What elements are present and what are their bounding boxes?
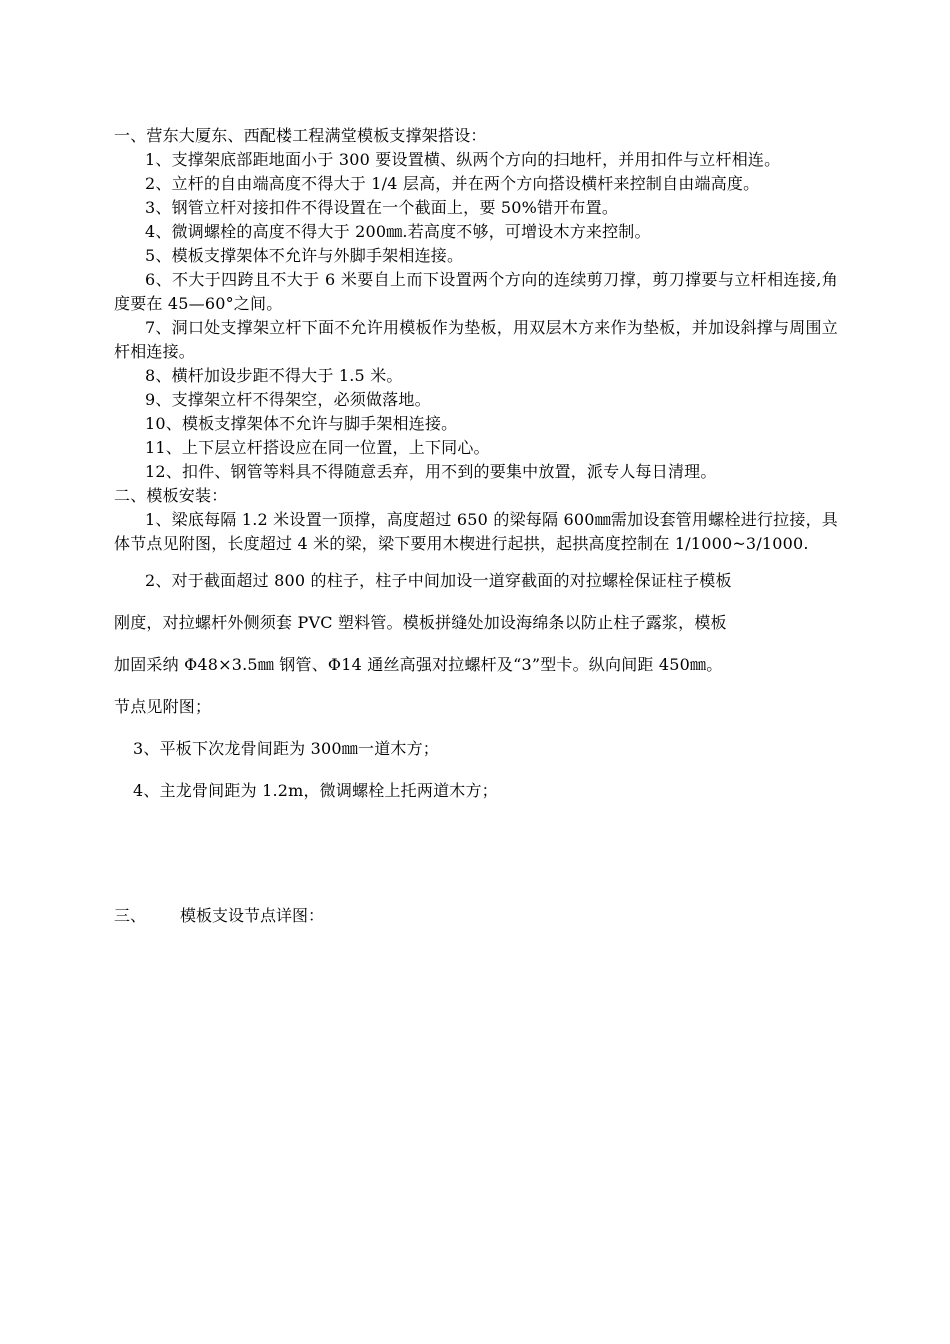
- section-1-item-12: 12、扣件、钢管等料具不得随意丢弃，用不到的要集中放置，派专人每日清理。: [145, 462, 717, 481]
- section-3-heading: 模板支设节点详图：: [180, 906, 325, 925]
- section-2-heading: 二、模板安装：: [114, 486, 228, 505]
- document-page: [114, 124, 838, 928]
- section-3-number: 三、: [114, 906, 147, 925]
- section-2-item-1: 1、梁底每隔 1.2 米设置一顶撑，高度超过 650 的梁每隔 600㎜需加设套管用螺栓进行拉接，具体节点见附图，长度超过 4 米的梁，梁下要用木楔进行起拱，起拱高度控制在 1/1000~3/1000.: [114, 510, 838, 553]
- section-1-item-5: 5、模板支撑架体不允许与外脚手架相连接。: [145, 246, 464, 265]
- spacer: [114, 812, 838, 904]
- section-1-item-8: 8、横杆加设步距不得大于 1.5 米。: [145, 366, 403, 385]
- section-1-item-2: 2、立杆的自由端高度不得大于 1/4 层高，并在两个方向搭设横杆来控制自由端高度。: [145, 174, 760, 193]
- section-1-item-6: 6、不大于四跨且不大于 6 米要自上而下设置两个方向的连续剪刀撑，剪刀撑要与立杆相连接,角度要在 45—60°之间。: [114, 270, 838, 313]
- section-1-item-1: 1、支撑架底部距地面小于 300 要设置横、纵两个方向的扫地杆，并用扣件与立杆相连。: [145, 150, 781, 169]
- section-1-item-4: 4、微调螺栓的高度不得大于 200㎜.若高度不够，可增设木方来控制。: [145, 222, 651, 241]
- section-2-item-2-line-1: 2、对于截面超过 800 的柱子，柱子中间加设一道穿截面的对拉螺栓保证柱子模板: [145, 571, 732, 590]
- section-2-item-2: [114, 560, 838, 728]
- section-2-item-2-line-4: 节点见附图；: [114, 697, 212, 716]
- section-1-item-9: 9、支撑架立杆不得架空，必须做落地。: [145, 390, 431, 409]
- section-2-item-4: 4、主龙骨间距为 1.2m，微调螺栓上托两道木方；: [133, 781, 498, 800]
- section-1-heading: 一、营东大厦东、西配楼工程满堂模板支撑架搭设：: [114, 126, 487, 145]
- section-1-item-7: 7、洞口处支撑架立杆下面不允许用模板作为垫板，用双层木方来作为垫板，并加设斜撑与周围立杆相连接。: [114, 318, 838, 361]
- section-3-heading-row: [114, 904, 838, 928]
- section-2-item-3: 3、平板下次龙骨间距为 300㎜一道木方；: [133, 739, 440, 758]
- section-1-item-10: 10、模板支撑架体不允许与脚手架相连接。: [145, 414, 458, 433]
- section-1-item-11: 11、上下层立杆搭设应在同一位置，上下同心。: [145, 438, 490, 457]
- section-1-item-3: 3、钢管立杆对接扣件不得设置在一个截面上，要 50%错开布置。: [145, 198, 619, 217]
- section-2-item-2-line-2: 刚度，对拉螺杆外侧须套 PVC 塑料管。模板拼缝处加设海绵条以防止柱子露浆，模板: [114, 613, 727, 632]
- section-2-item-2-line-3: 加固采纳 Φ48×3.5㎜ 钢管、Φ14 通丝高强对拉螺杆及“3”型卡。纵向间距 450㎜。: [114, 655, 723, 674]
